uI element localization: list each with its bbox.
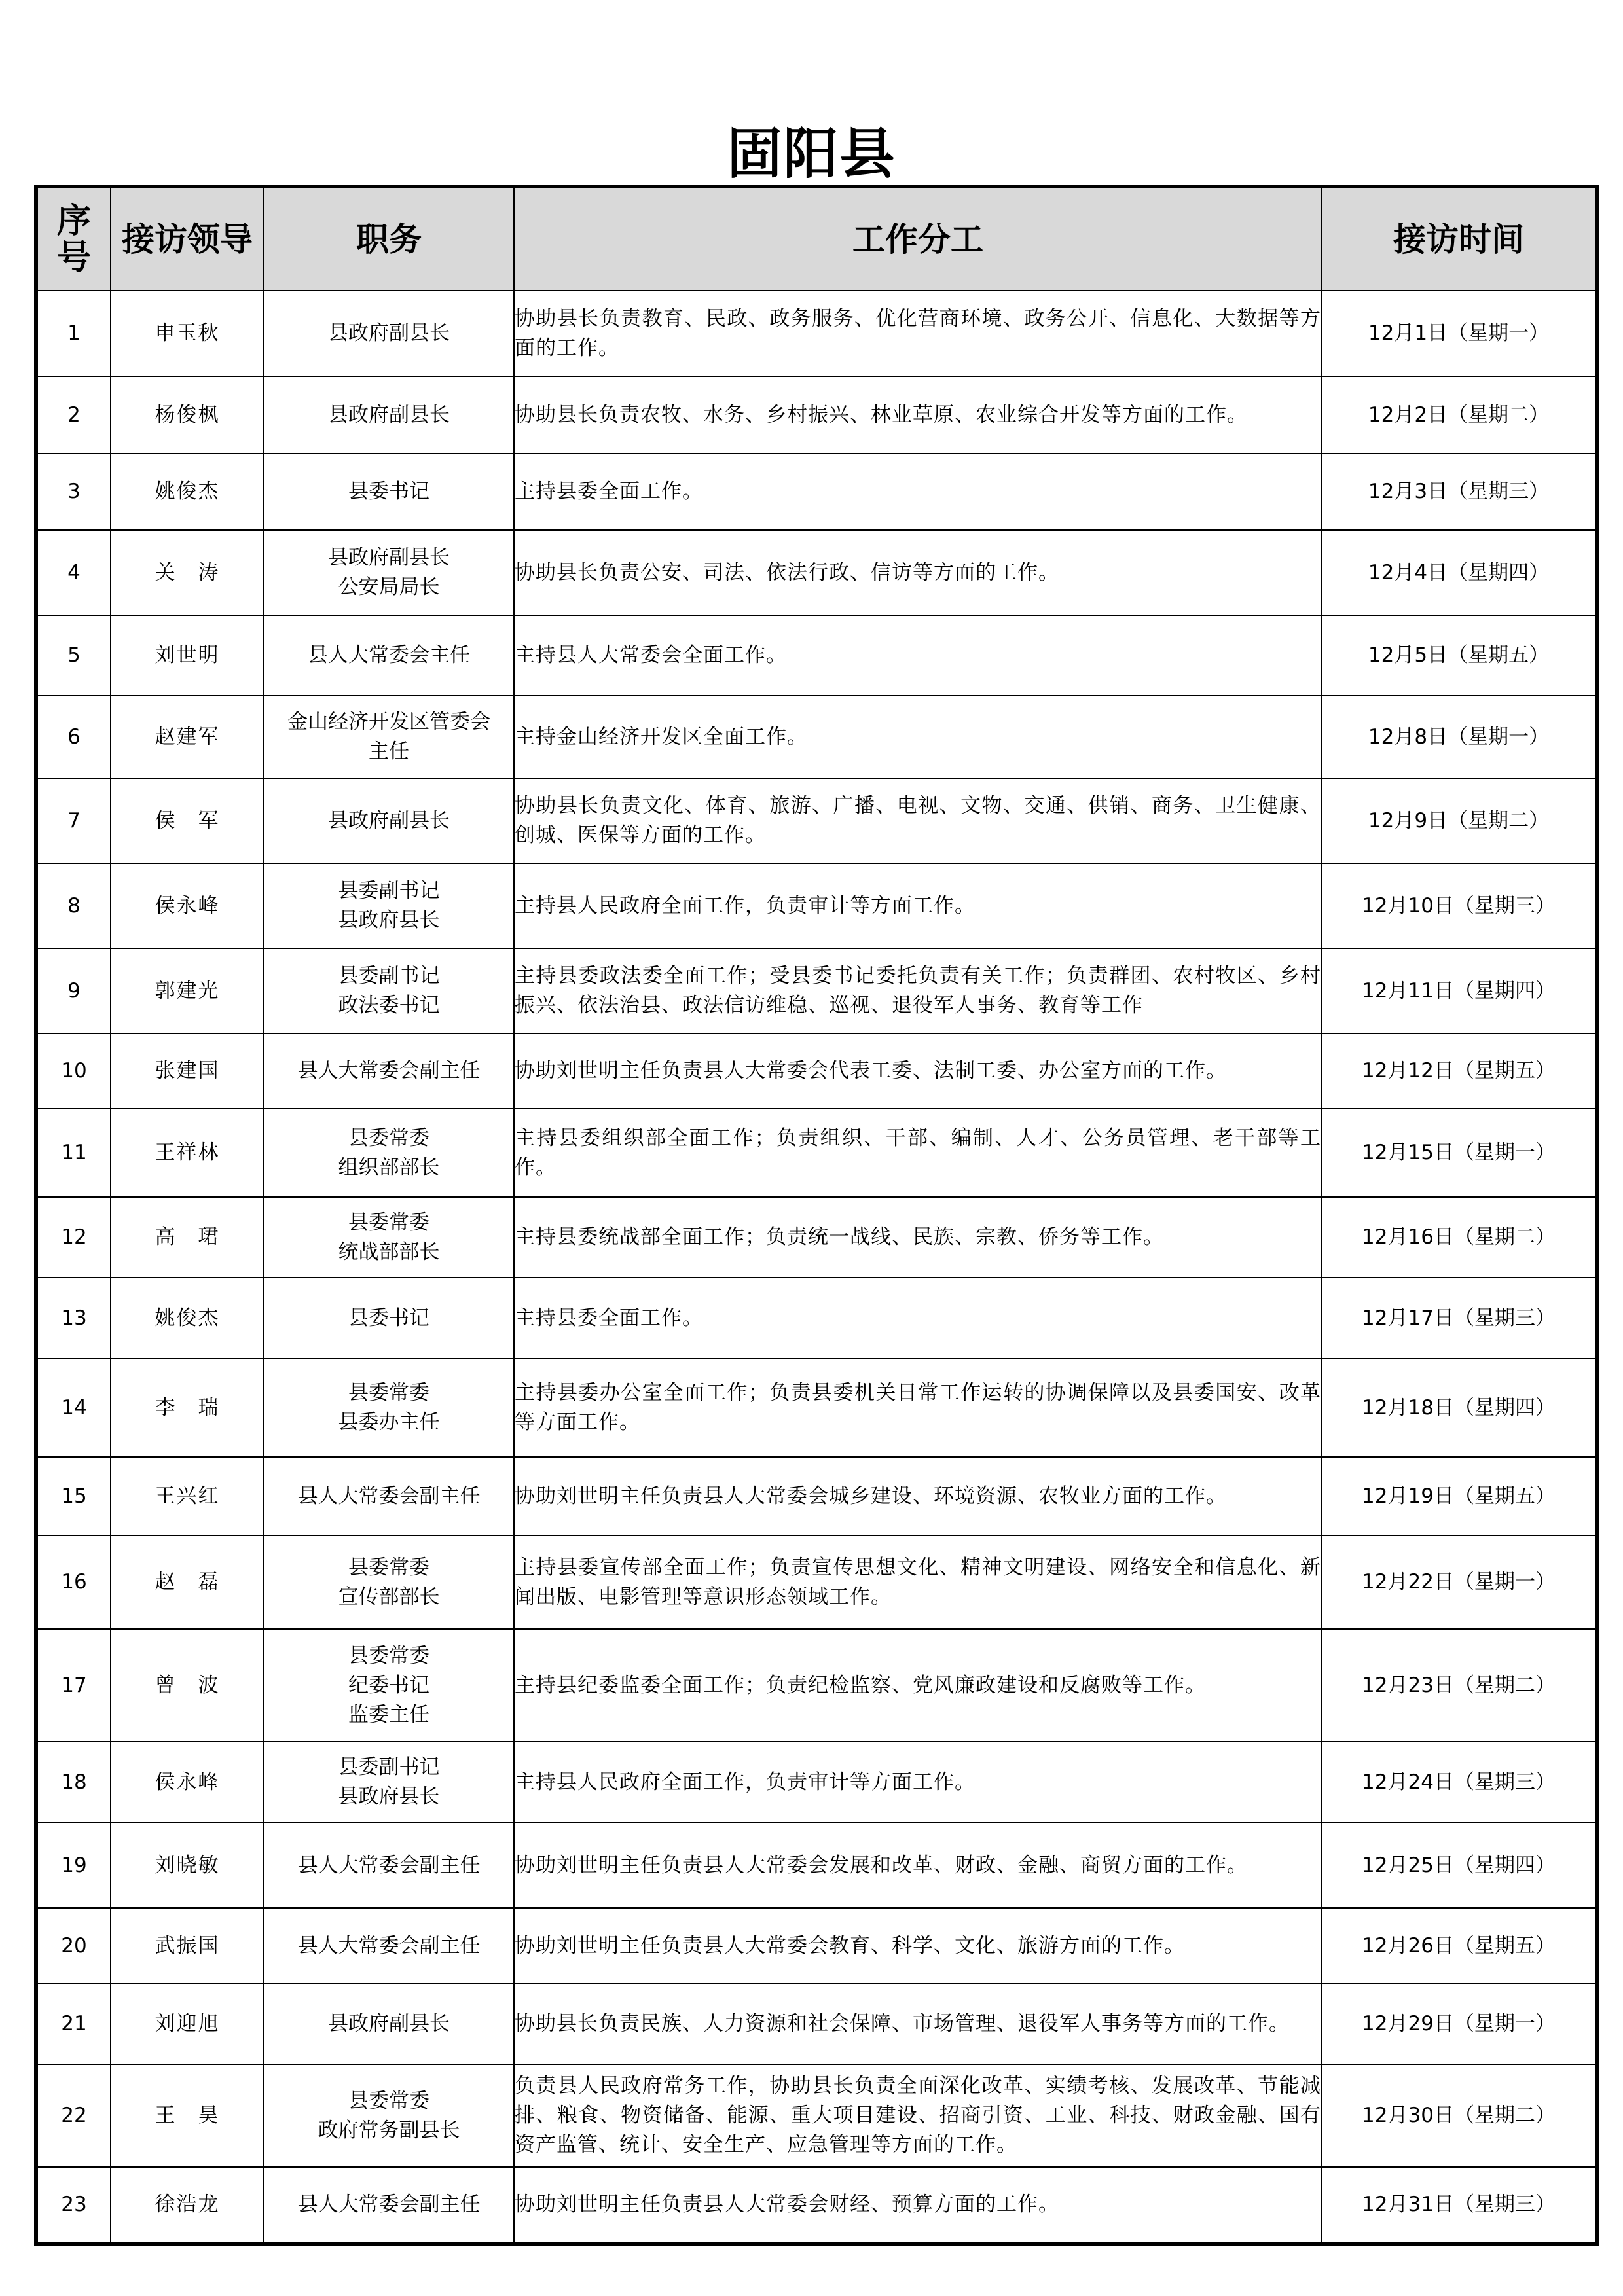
table-row <box>36 1742 1597 1823</box>
position-line: 县政府县长 <box>338 1785 440 1808</box>
leader-position <box>264 778 514 863</box>
row-number: 21 <box>36 1984 111 2064</box>
position-line: 纪委书记 <box>348 1673 429 1697</box>
leader-name: 姚俊杰 <box>111 1278 264 1359</box>
reception-time: 12月30日（星期二） <box>1322 2064 1597 2167</box>
leader-name: 徐浩龙 <box>111 2167 264 2244</box>
work-duty: 主持县人民政府全面工作，负责审计等方面工作。 <box>514 1742 1322 1823</box>
table-row <box>36 1109 1597 1197</box>
leader-name: 赵 磊 <box>111 1535 264 1629</box>
table-row <box>36 1535 1597 1629</box>
header-no-line2: 号 <box>56 238 91 278</box>
work-duty: 主持县委组织部全面工作；负责组织、干部、编制、人才、公务员管理、老干部等工作。 <box>514 1109 1322 1197</box>
leader-position <box>264 2064 514 2167</box>
position-line: 县委常委 <box>348 1210 429 1234</box>
position-line: 县委书记 <box>348 480 429 503</box>
reception-time: 12月8日（星期一） <box>1322 696 1597 778</box>
reception-time: 12月11日（星期四） <box>1322 948 1597 1033</box>
table-row <box>36 1629 1597 1742</box>
position-line: 县人大常委会副主任 <box>297 1484 481 1508</box>
row-number: 18 <box>36 1742 111 1823</box>
header-position: 职务 <box>264 187 514 291</box>
leader-position <box>264 454 514 530</box>
work-duty: 主持县委全面工作。 <box>514 1278 1322 1359</box>
position-line: 县人大常委会副主任 <box>297 2193 481 2216</box>
position-line: 县委书记 <box>348 1306 429 1330</box>
header-leader: 接访领导 <box>111 187 264 291</box>
row-number: 12 <box>36 1197 111 1278</box>
work-duty: 主持县人民政府全面工作，负责审计等方面工作。 <box>514 863 1322 948</box>
leader-position <box>264 2167 514 2244</box>
reception-time: 12月2日（星期二） <box>1322 376 1597 454</box>
work-duty: 协助刘世明主任负责县人大常委会城乡建设、环境资源、农牧业方面的工作。 <box>514 1457 1322 1535</box>
position-line: 县政府副县长 <box>328 546 450 569</box>
leader-position <box>264 1033 514 1109</box>
table-row <box>36 376 1597 454</box>
leader-position <box>264 948 514 1033</box>
reception-time: 12月4日（星期四） <box>1322 530 1597 615</box>
work-duty: 主持金山经济开发区全面工作。 <box>514 696 1322 778</box>
row-number: 4 <box>36 530 111 615</box>
reception-time: 12月22日（星期一） <box>1322 1535 1597 1629</box>
work-duty: 主持县委办公室全面工作；负责县委机关日常工作运转的协调保障以及县委国安、改革等方面工作。 <box>514 1359 1322 1457</box>
position-line: 县政府副县长 <box>328 2012 450 2036</box>
table-row <box>36 1823 1597 1908</box>
position-line: 县人大常委会副主任 <box>297 1059 481 1083</box>
row-number: 13 <box>36 1278 111 1359</box>
row-number: 5 <box>36 615 111 696</box>
header-no-line1: 序 <box>56 201 91 241</box>
leader-position <box>264 291 514 376</box>
table-row <box>36 1278 1597 1359</box>
work-duty: 主持县委全面工作。 <box>514 454 1322 530</box>
position-line: 县委副书记 <box>338 964 440 988</box>
header-no <box>36 187 111 291</box>
reception-time: 12月24日（星期三） <box>1322 1742 1597 1823</box>
work-duty: 协助刘世明主任负责县人大常委会代表工委、法制工委、办公室方面的工作。 <box>514 1033 1322 1109</box>
position-line: 组织部部长 <box>338 1155 440 1179</box>
leader-name: 曾 波 <box>111 1629 264 1742</box>
work-duty: 主持县委政法委全面工作；受县委书记委托负责有关工作；负责群团、农村牧区、乡村振兴、依法治县、政法信访维稳、巡视、退役军人事务、教育等工作 <box>514 948 1322 1033</box>
reception-time: 12月10日（星期三） <box>1322 863 1597 948</box>
leader-name: 侯永峰 <box>111 863 264 948</box>
table-row <box>36 1457 1597 1535</box>
table-row <box>36 1359 1597 1457</box>
leader-name: 侯 军 <box>111 778 264 863</box>
table-row <box>36 778 1597 863</box>
reception-time: 12月15日（星期一） <box>1322 1109 1597 1197</box>
position-line: 县政府县长 <box>338 908 440 932</box>
table-row <box>36 2064 1597 2167</box>
row-number: 1 <box>36 291 111 376</box>
reception-time: 12月1日（星期一） <box>1322 291 1597 376</box>
table-row <box>36 1984 1597 2064</box>
reception-time: 12月16日（星期二） <box>1322 1197 1597 1278</box>
table-row <box>36 291 1597 376</box>
position-line: 县人大常委会副主任 <box>297 1933 481 1958</box>
reception-time: 12月9日（星期二） <box>1322 778 1597 863</box>
position-line: 县委常委 <box>348 1381 429 1405</box>
reception-time: 12月25日（星期四） <box>1322 1823 1597 1908</box>
leader-name: 杨俊枫 <box>111 376 264 454</box>
position-line: 县委常委 <box>348 1643 429 1668</box>
leader-position <box>264 1742 514 1823</box>
table-row <box>36 530 1597 615</box>
reception-time: 12月5日（星期五） <box>1322 615 1597 696</box>
work-duty: 协助县长负责教育、民政、政务服务、优化营商环境、政务公开、信息化、大数据等方面的工作。 <box>514 291 1322 376</box>
reception-time: 12月17日（星期三） <box>1322 1278 1597 1359</box>
work-duty: 负责县人民政府常务工作，协助县长负责全面深化改革、实绩考核、发展改革、节能减排、粮食、物资储备、能源、重大项目建设、招商引资、工业、科技、财政金融、国有资产监管、统计、安全生产、应急管理等方面的工作。 <box>514 2064 1322 2167</box>
table-row <box>36 1033 1597 1109</box>
position-line: 县人大常委会主任 <box>308 643 470 667</box>
row-number: 7 <box>36 778 111 863</box>
leader-name: 李 瑞 <box>111 1359 264 1457</box>
position-line: 监委主任 <box>348 1702 429 1727</box>
position-line: 县政府副县长 <box>328 808 450 833</box>
leader-name: 姚俊杰 <box>111 454 264 530</box>
table-row <box>36 454 1597 530</box>
work-duty: 协助刘世明主任负责县人大常委会教育、科学、文化、旅游方面的工作。 <box>514 1908 1322 1984</box>
leader-name: 侯永峰 <box>111 1742 264 1823</box>
row-number: 22 <box>36 2064 111 2167</box>
row-number: 14 <box>36 1359 111 1457</box>
leader-position <box>264 1908 514 1984</box>
page-title: 固阳县 <box>727 122 896 186</box>
position-line: 宣传部部长 <box>338 1585 440 1609</box>
leader-name: 刘迎旭 <box>111 1984 264 2064</box>
leader-name: 王 昊 <box>111 2064 264 2167</box>
leader-name: 武振国 <box>111 1908 264 1984</box>
leader-position <box>264 1278 514 1359</box>
position-line: 县委办主任 <box>338 1410 440 1434</box>
leader-position <box>264 1197 514 1278</box>
position-line: 政法委书记 <box>338 994 440 1017</box>
leader-name: 高 珺 <box>111 1197 264 1278</box>
leader-position <box>264 615 514 696</box>
row-number: 23 <box>36 2167 111 2244</box>
position-line: 县委常委 <box>348 1555 429 1579</box>
row-number: 17 <box>36 1629 111 1742</box>
work-duty: 协助县长负责民族、人力资源和社会保障、市场管理、退役军人事务等方面的工作。 <box>514 1984 1322 2064</box>
row-number: 3 <box>36 454 111 530</box>
leader-name: 张建国 <box>111 1033 264 1109</box>
work-duty: 主持县纪委监委全面工作；负责纪检监察、党风廉政建设和反腐败等工作。 <box>514 1629 1322 1742</box>
position-line: 金山经济开发区管委会 <box>287 710 490 734</box>
table-row <box>36 2167 1597 2244</box>
reception-time: 12月12日（星期五） <box>1322 1033 1597 1109</box>
reception-time: 12月18日（星期四） <box>1322 1359 1597 1457</box>
position-line: 统战部部长 <box>338 1240 440 1264</box>
leader-name: 王祥林 <box>111 1109 264 1197</box>
table-header-row <box>36 187 1597 291</box>
leader-position <box>264 1457 514 1535</box>
leader-name: 申玉秋 <box>111 291 264 376</box>
reception-time: 12月29日（星期一） <box>1322 1984 1597 2064</box>
table-row <box>36 948 1597 1033</box>
position-line: 公安局局长 <box>338 575 440 599</box>
position-line: 县委副书记 <box>338 879 440 903</box>
work-duty: 主持县人大常委会全面工作。 <box>514 615 1322 696</box>
leader-position <box>264 863 514 948</box>
reception-time: 12月26日（星期五） <box>1322 1908 1597 1984</box>
reception-schedule-table <box>34 185 1599 2246</box>
work-duty: 协助刘世明主任负责县人大常委会发展和改革、财政、金融、商贸方面的工作。 <box>514 1823 1322 1908</box>
row-number: 11 <box>36 1109 111 1197</box>
work-duty: 协助县长负责文化、体育、旅游、广播、电视、文物、交通、供销、商务、卫生健康、创城、医保等方面的工作。 <box>514 778 1322 863</box>
work-duty: 协助县长负责公安、司法、依法行政、信访等方面的工作。 <box>514 530 1322 615</box>
row-number: 10 <box>36 1033 111 1109</box>
position-line: 县委常委 <box>348 2089 429 2113</box>
table-row <box>36 863 1597 948</box>
position-line: 县委常委 <box>348 1126 429 1150</box>
row-number: 6 <box>36 696 111 778</box>
leader-position <box>264 1629 514 1742</box>
work-duty: 协助刘世明主任负责县人大常委会财经、预算方面的工作。 <box>514 2167 1322 2244</box>
leader-position <box>264 1535 514 1629</box>
row-number: 19 <box>36 1823 111 1908</box>
position-line: 县委副书记 <box>338 1755 440 1779</box>
row-number: 15 <box>36 1457 111 1535</box>
table-body <box>36 291 1597 2244</box>
table-row <box>36 1197 1597 1278</box>
position-line: 政府常务副县长 <box>318 2118 460 2142</box>
row-number: 9 <box>36 948 111 1033</box>
work-duty: 主持县委统战部全面工作；负责统一战线、民族、宗教、侨务等工作。 <box>514 1197 1322 1278</box>
leader-name: 刘晓敏 <box>111 1823 264 1908</box>
row-number: 16 <box>36 1535 111 1629</box>
position-line: 县政府副县长 <box>328 321 450 345</box>
leader-position <box>264 1984 514 2064</box>
header-time: 接访时间 <box>1322 187 1597 291</box>
position-line: 县政府副县长 <box>328 403 450 427</box>
leader-name: 赵建军 <box>111 696 264 778</box>
reception-time: 12月23日（星期二） <box>1322 1629 1597 1742</box>
leader-position <box>264 1359 514 1457</box>
leader-position <box>264 530 514 615</box>
leader-position <box>264 1109 514 1197</box>
reception-time: 12月31日（星期三） <box>1322 2167 1597 2244</box>
leader-name: 刘世明 <box>111 615 264 696</box>
reception-time: 12月3日（星期三） <box>1322 454 1597 530</box>
work-duty: 协助县长负责农牧、水务、乡村振兴、林业草原、农业综合开发等方面的工作。 <box>514 376 1322 454</box>
table-row <box>36 1908 1597 1984</box>
leader-position <box>264 1823 514 1908</box>
table-row <box>36 615 1597 696</box>
reception-time: 12月19日（星期五） <box>1322 1457 1597 1535</box>
row-number: 2 <box>36 376 111 454</box>
table-row <box>36 696 1597 778</box>
leader-position <box>264 696 514 778</box>
row-number: 8 <box>36 863 111 948</box>
leader-name: 王兴红 <box>111 1457 264 1535</box>
header-duty: 工作分工 <box>514 187 1322 291</box>
position-line: 主任 <box>369 740 409 763</box>
leader-name: 关 涛 <box>111 530 264 615</box>
work-duty: 主持县委宣传部全面工作；负责宣传思想文化、精神文明建设、网络安全和信息化、新闻出版、电影管理等意识形态领域工作。 <box>514 1535 1322 1629</box>
position-line: 县人大常委会副主任 <box>297 1853 481 1877</box>
leader-position <box>264 376 514 454</box>
row-number: 20 <box>36 1908 111 1984</box>
leader-name: 郭建光 <box>111 948 264 1033</box>
